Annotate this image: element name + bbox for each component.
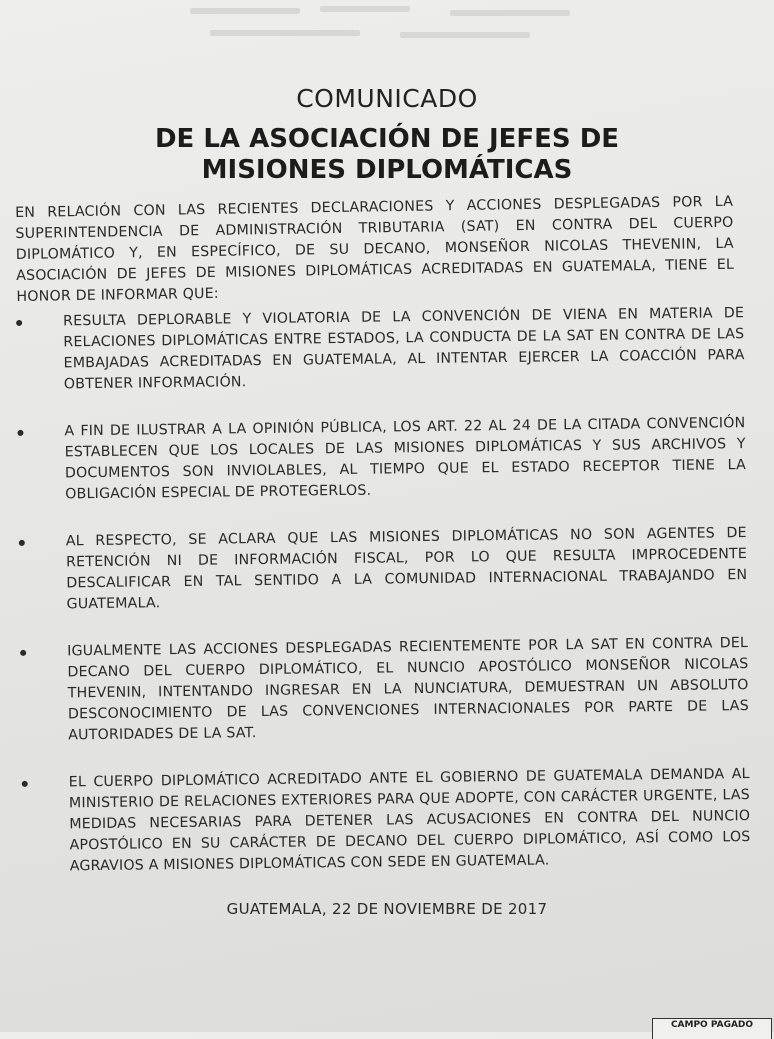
intro-paragraph: EN RELACIÓN CON LAS RECIENTES DECLARACIONES Y ACCIONES DESPLEGADAS POR LA SUPERINTENDENCIA DE ADMINISTRACIÓN TRIBUTARIA (SAT) EN CONTRA DEL CUERPO DIPLOMÁTICO Y, EN ESPECÍFICO, DE SU DECANO, MONSEÑOR NICOLAS THEVENIN, LA ASOCIACIÓN DE JEFES DE MISIONES DIPLOMÁTICAS ACREDITADAS EN GUATEMALA, TIENE EL HONOR DE INFORMAR QUE: [15,193,735,305]
list-item-text: IGUALMENTE LAS ACCIONES DESPLEGADAS RECIENTEMENTE POR LA SAT EN CONTRA DEL DECANO DEL CUERPO DIPLOMÁTICO, EL NUNCIO APOSTÓLICO MONSEÑOR NICOLAS THEVENIN, INTENTANDO INGRESAR EN LA NUNCIATURA, DEMUESTRAN UN ABSOLUTO DESCONOCIMIENTO DE LAS CONVENCIONES INTERNACIONALES POR PARTE DE LAS AUTORIDADES DE LA SAT. [67,635,749,744]
date-line: GUATEMALA, 22 DE NOVIEMBRE DE 2017 [226,900,548,918]
paid-field-stamp: CAMPO PAGADO [652,1018,772,1039]
bullet-icon [19,540,25,546]
bullet-list [14,303,751,904]
list-item [17,523,748,616]
subtitle-line-1: DE LA ASOCIACIÓN DE JEFES DE [154,124,620,154]
page-title: COMUNICADO [296,84,478,113]
list-item [20,764,751,878]
list-item [15,413,746,506]
list-item [18,633,749,747]
list-item-text: A FIN DE ILUSTRAR A LA OPINIÓN PÚBLICA, LOS ART. 22 AL 24 DE LA CITADA CONVENCIÓN ESTABLECEN QUE LOS LOCALES DE LAS MISIONES DIPLOMÁTICAS Y SUS ARCHIVOS Y DOCUMENTOS SON INVIOLABLES, AL TIEMPO QUE EL ESTADO RECEPTOR TIENE LA OBLIGACIÓN ESPECIAL DE PROTEGERLOS. [64,415,747,503]
bullet-icon [16,320,22,326]
bullet-icon [22,781,28,787]
subtitle-line-2: MISIONES DIPLOMÁTICAS [201,155,573,185]
page-subtitle [0,124,774,186]
list-item-text: AL RESPECTO, SE ACLARA QUE LAS MISIONES DIPLOMÁTICAS NO SON AGENTES DE RETENCIÓN NI DE INFORMACIÓN FISCAL, POR LO QUE RESULTA IMPROCEDENTE DESCALIFICAR EN TAL SENTIDO A LA COMUNIDAD INTERNACIONAL TRABAJANDO EN GUATEMALA. [65,525,748,613]
list-item-text: EL CUERPO DIPLOMÁTICO ACREDITADO ANTE EL GOBIERNO DE GUATEMALA DEMANDA AL MINISTERIO DE RELACIONES EXTERIORES PARA QUE ADOPTE, CON CARÁCTER URGENTE, LAS MEDIDAS NECESARIAS PARA DETENER LAS ACUSACIONES EN CONTRA DEL NUNCIO APOSTÓLICO EN SU CARÁCTER DE DECANO DEL CUERPO DIPLOMÁTICO, ASÍ COMO LOS AGRAVIOS A MISIONES DIPLOMÁTICAS CON SEDE EN GUATEMALA. [68,766,751,875]
list-item-text: RESULTA DEPLORABLE Y VIOLATORIA DE LA CONVENCIÓN DE VIENA EN MATERIA DE RELACIONES DIPLOMÁTICAS ENTRE ESTADOS, LA CONDUCTA DE LA SAT EN CONTRA DE LAS EMBAJADAS ACREDITADAS EN GUATEMALA, AL INTENTAR EJERCER LA COACCIÓN PARA OBTENER INFORMACIÓN. [63,305,745,393]
bullet-icon [20,650,26,656]
bullet-icon [17,430,23,436]
list-item [14,303,745,396]
